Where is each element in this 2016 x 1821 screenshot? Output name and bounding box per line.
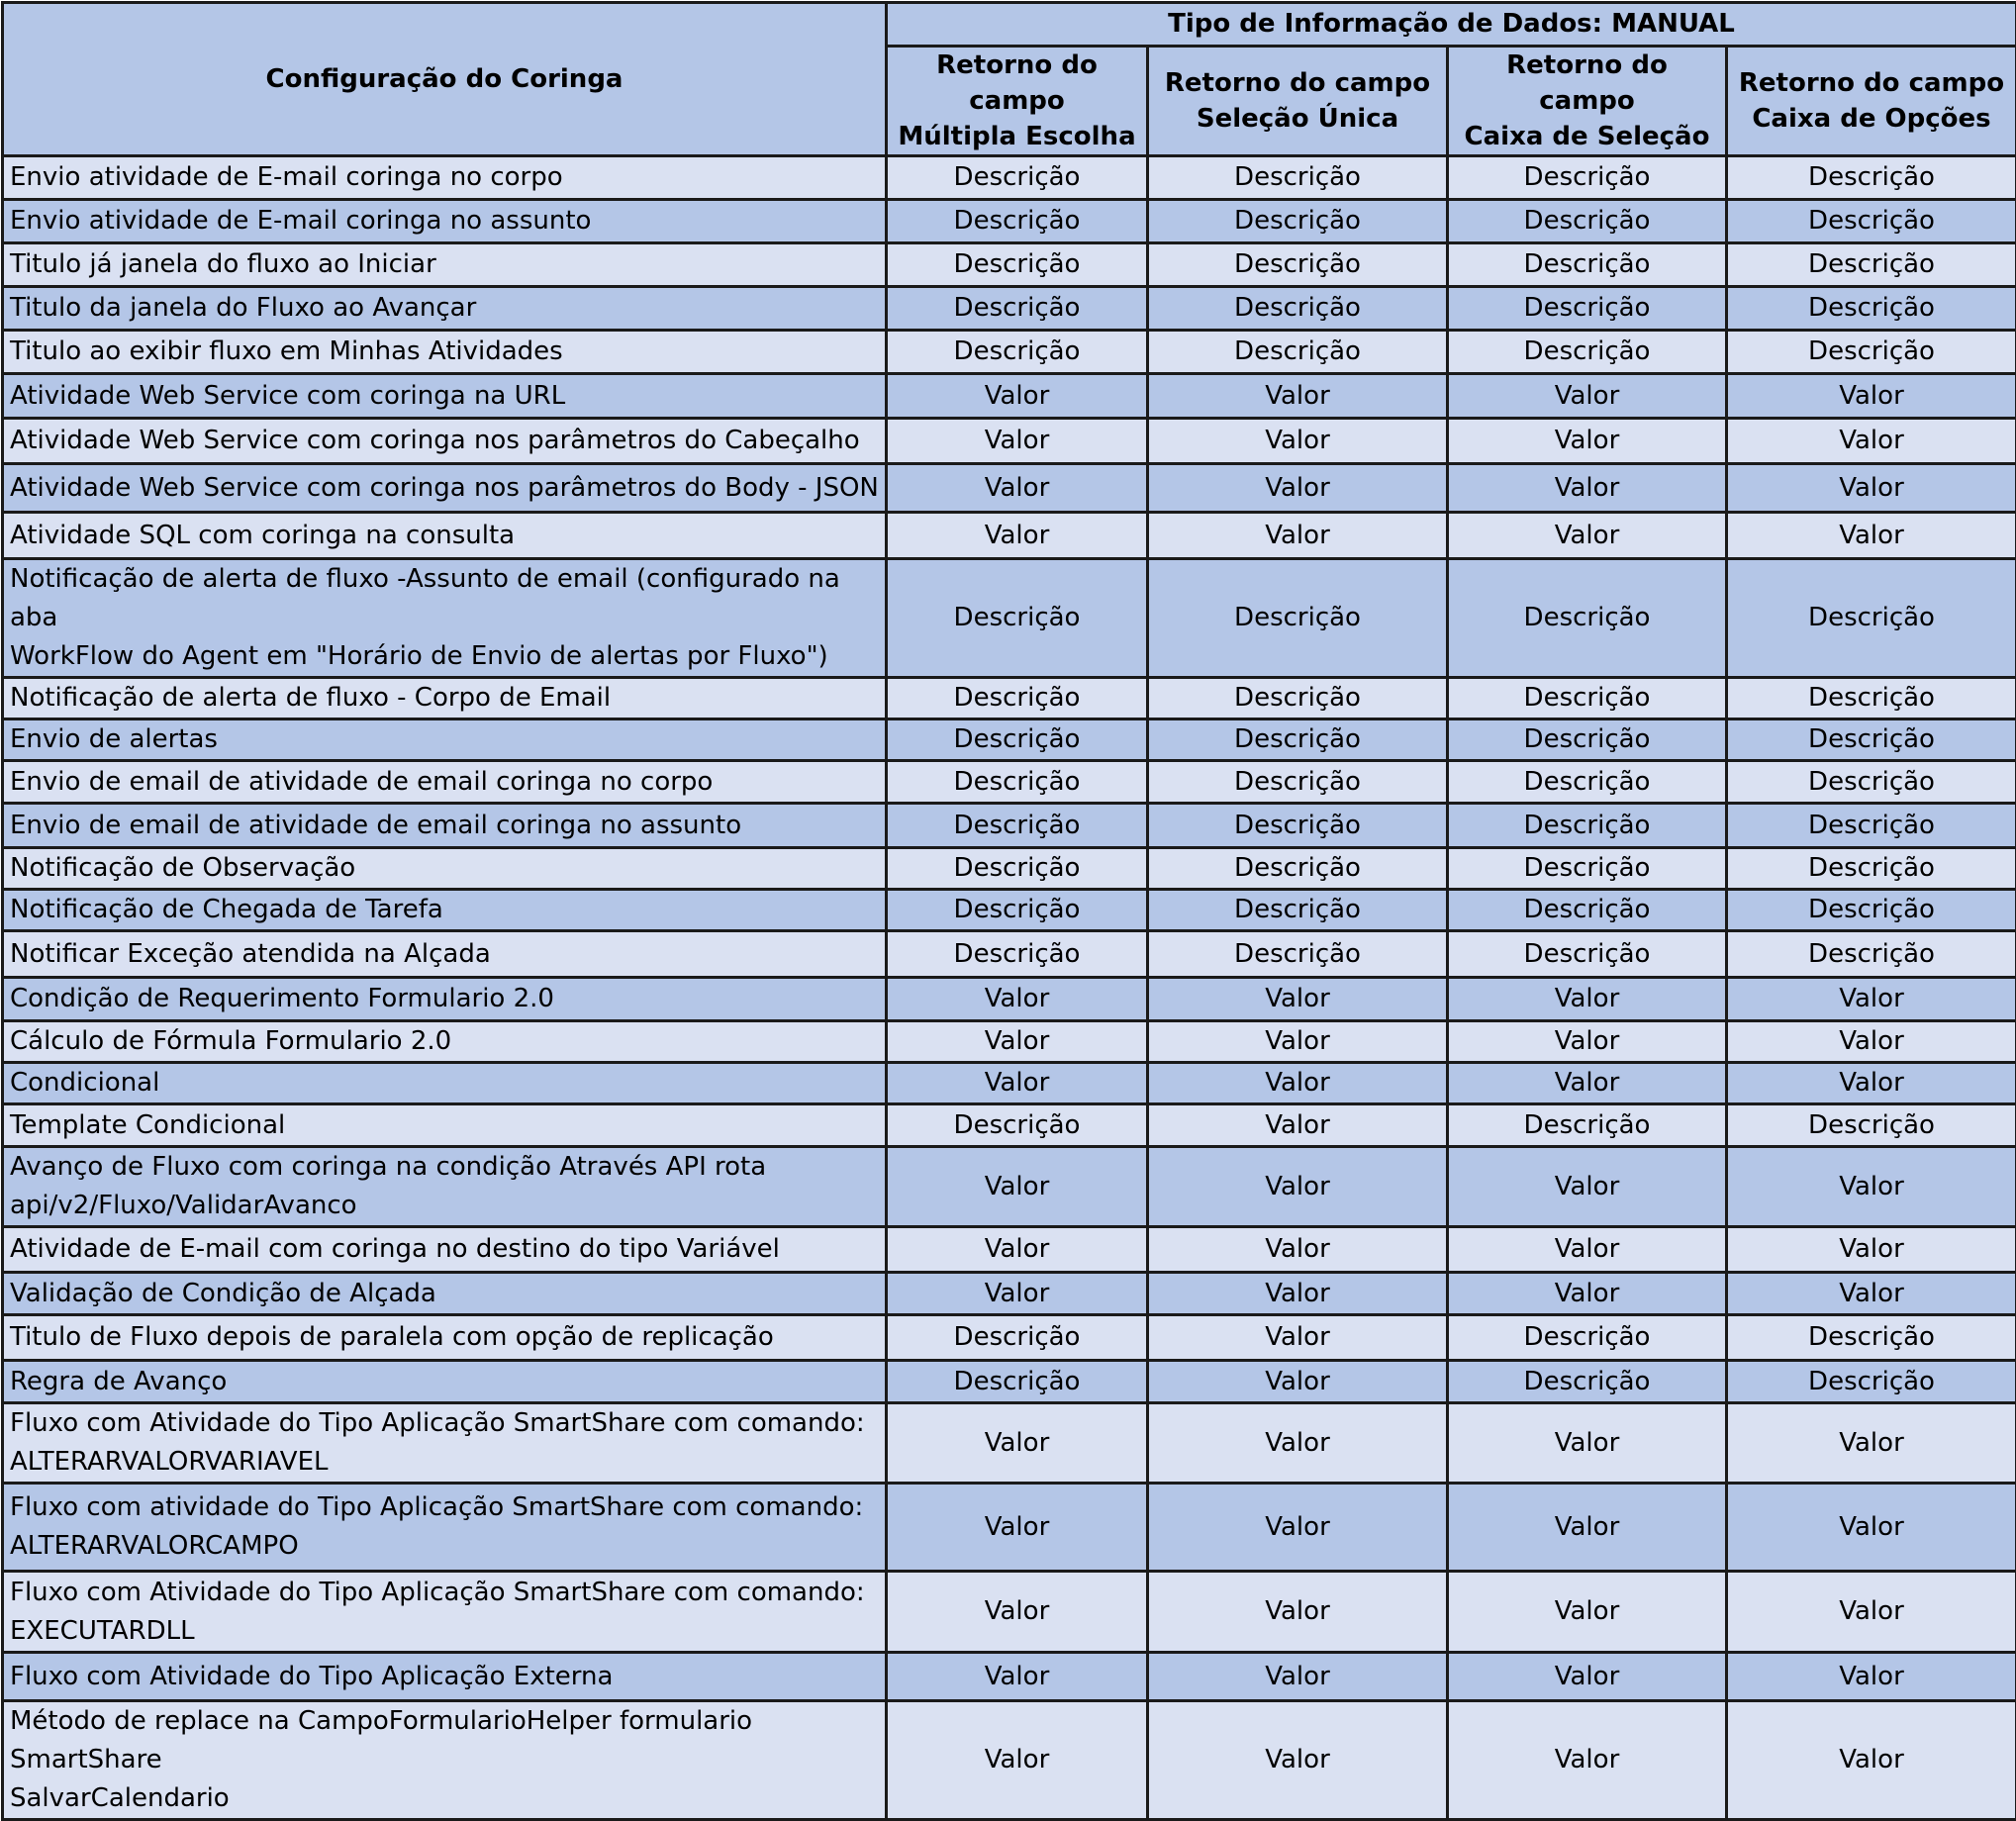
value-cell-selecao-unica: Valor [1148, 1315, 1448, 1361]
value-cell-selecao-unica: Valor [1148, 1104, 1448, 1147]
value-cell-caixa-de-opcoes: Valor [1727, 464, 2016, 513]
value-cell-caixa-de-opcoes: Descrição [1727, 931, 2016, 978]
row-label-line: Validação de Condição de Alçada [10, 1275, 879, 1313]
value-cell-caixa-de-selecao: Valor [1448, 513, 1727, 559]
row-label-line: Notificar Exceção atendida na Alçada [10, 935, 879, 974]
row-label-cell [3, 1315, 887, 1361]
row-label-cell [3, 331, 887, 374]
row-label-cell [3, 559, 887, 678]
table-row [3, 1147, 2016, 1227]
column-header-line: Retorno do campo [1455, 48, 1719, 119]
table-row [3, 1572, 2016, 1653]
row-label-line: Atividade SQL com coringa na consulta [10, 517, 879, 555]
column-header-caixa-de-opcoes [1727, 47, 2016, 156]
value-cell-caixa-de-selecao: Valor [1448, 374, 1727, 419]
value-cell-multipla-escolha: Descrição [887, 1104, 1148, 1147]
column-header-line: Caixa de Opções [1734, 101, 2009, 137]
row-label-line: Método de replace na CampoFormularioHelper formulario SmartShare [10, 1702, 879, 1779]
value-cell-selecao-unica: Descrição [1148, 890, 1448, 931]
row-label-line: EXECUTARDLL [10, 1612, 879, 1651]
value-cell-caixa-de-opcoes: Valor [1727, 1273, 2016, 1315]
value-cell-caixa-de-opcoes: Valor [1727, 1701, 2016, 1820]
value-cell-caixa-de-selecao: Valor [1448, 1484, 1727, 1572]
value-cell-selecao-unica: Valor [1148, 1653, 1448, 1701]
table-row [3, 978, 2016, 1021]
header-row-group [3, 3, 2016, 47]
table-row [3, 890, 2016, 931]
row-label-line: Notificação de Observação [10, 849, 879, 888]
value-cell-caixa-de-selecao: Valor [1448, 419, 1727, 464]
row-label-cell [3, 931, 887, 978]
table-row [3, 287, 2016, 331]
row-label-line: Titulo de Fluxo depois de paralela com opção de replicação [10, 1318, 879, 1357]
row-label-line: Titulo da janela do Fluxo ao Avançar [10, 289, 879, 328]
value-cell-multipla-escolha: Descrição [887, 287, 1148, 331]
value-cell-multipla-escolha: Descrição [887, 200, 1148, 243]
row-label-line: ALTERARVALORVARIAVEL [10, 1443, 879, 1482]
value-cell-selecao-unica: Valor [1148, 419, 1448, 464]
value-cell-caixa-de-opcoes: Descrição [1727, 559, 2016, 678]
row-label-cell [3, 464, 887, 513]
row-label-cell [3, 243, 887, 287]
row-label-line: Envio de email de atividade de email coringa no corpo [10, 763, 879, 802]
value-cell-caixa-de-selecao: Valor [1448, 1063, 1727, 1104]
value-cell-multipla-escolha: Valor [887, 1227, 1148, 1273]
value-cell-selecao-unica: Valor [1148, 1361, 1448, 1403]
row-label-line: api/v2/Fluxo/ValidarAvanco [10, 1187, 879, 1225]
column-header-line: Retorno do campo [1155, 65, 1440, 101]
row-label-line: SalvarCalendario [10, 1779, 879, 1818]
row-label-line: Condicional [10, 1064, 879, 1102]
value-cell-caixa-de-selecao: Descrição [1448, 156, 1727, 200]
value-cell-caixa-de-opcoes: Descrição [1727, 1315, 2016, 1361]
value-cell-caixa-de-opcoes: Valor [1727, 1403, 2016, 1484]
row-label-line: Titulo já janela do fluxo ao Iniciar [10, 245, 879, 284]
value-cell-multipla-escolha: Descrição [887, 156, 1148, 200]
value-cell-selecao-unica: Valor [1148, 1484, 1448, 1572]
table-row [3, 243, 2016, 287]
value-cell-caixa-de-opcoes: Descrição [1727, 761, 2016, 804]
row-label-line: Envio de alertas [10, 720, 879, 759]
row-label-cell [3, 419, 887, 464]
table-row [3, 1484, 2016, 1572]
row-label-cell [3, 1063, 887, 1104]
row-label-cell [3, 1104, 887, 1147]
value-cell-multipla-escolha: Descrição [887, 890, 1148, 931]
value-cell-selecao-unica: Descrição [1148, 156, 1448, 200]
value-cell-selecao-unica: Valor [1148, 1273, 1448, 1315]
row-label-cell [3, 1403, 887, 1484]
value-cell-selecao-unica: Valor [1148, 464, 1448, 513]
row-label-line: Fluxo com Atividade do Tipo Aplicação SmartShare com comando: [10, 1404, 879, 1443]
value-cell-caixa-de-selecao: Descrição [1448, 331, 1727, 374]
row-label-line: Fluxo com atividade do Tipo Aplicação SmartShare com comando: [10, 1488, 879, 1527]
table-row [3, 1021, 2016, 1063]
table-row [3, 1361, 2016, 1403]
value-cell-caixa-de-selecao: Valor [1448, 1403, 1727, 1484]
table-row [3, 464, 2016, 513]
value-cell-caixa-de-selecao: Valor [1448, 1021, 1727, 1063]
table-row [3, 1227, 2016, 1273]
table-row [3, 331, 2016, 374]
table-row [3, 559, 2016, 678]
value-cell-multipla-escolha: Descrição [887, 243, 1148, 287]
value-cell-selecao-unica: Valor [1148, 513, 1448, 559]
row-label-cell [3, 678, 887, 719]
value-cell-selecao-unica: Valor [1148, 1147, 1448, 1227]
value-cell-selecao-unica: Descrição [1148, 559, 1448, 678]
value-cell-caixa-de-selecao: Descrição [1448, 1315, 1727, 1361]
row-label-cell [3, 978, 887, 1021]
value-cell-selecao-unica: Descrição [1148, 200, 1448, 243]
value-cell-caixa-de-selecao: Descrição [1448, 848, 1727, 890]
value-cell-multipla-escolha: Valor [887, 1484, 1148, 1572]
row-label-line: Envio atividade de E-mail coringa no corpo [10, 158, 879, 197]
row-label-cell [3, 1227, 887, 1273]
value-cell-caixa-de-selecao: Descrição [1448, 200, 1727, 243]
value-cell-multipla-escolha: Valor [887, 1273, 1148, 1315]
column-header-line: Retorno do campo [894, 48, 1140, 119]
table-row [3, 719, 2016, 761]
table-row [3, 374, 2016, 419]
value-cell-caixa-de-opcoes: Descrição [1727, 200, 2016, 243]
value-cell-selecao-unica: Descrição [1148, 678, 1448, 719]
value-cell-caixa-de-selecao: Valor [1448, 1653, 1727, 1701]
value-cell-multipla-escolha: Descrição [887, 719, 1148, 761]
value-cell-multipla-escolha: Valor [887, 1403, 1148, 1484]
value-cell-caixa-de-selecao: Descrição [1448, 719, 1727, 761]
value-cell-caixa-de-selecao: Descrição [1448, 243, 1727, 287]
column-header-line: Seleção Única [1155, 101, 1440, 137]
column-header-caixa-de-selecao [1448, 47, 1727, 156]
value-cell-caixa-de-opcoes: Valor [1727, 1572, 2016, 1653]
value-cell-multipla-escolha: Valor [887, 1147, 1148, 1227]
value-cell-caixa-de-opcoes: Valor [1727, 1484, 2016, 1572]
value-cell-selecao-unica: Valor [1148, 374, 1448, 419]
value-cell-selecao-unica: Descrição [1148, 761, 1448, 804]
table-row [3, 156, 2016, 200]
value-cell-caixa-de-selecao: Descrição [1448, 890, 1727, 931]
value-cell-selecao-unica: Descrição [1148, 719, 1448, 761]
value-cell-caixa-de-selecao: Valor [1448, 1572, 1727, 1653]
value-cell-selecao-unica: Descrição [1148, 243, 1448, 287]
value-cell-caixa-de-opcoes: Descrição [1727, 287, 2016, 331]
value-cell-selecao-unica: Valor [1148, 978, 1448, 1021]
value-cell-caixa-de-selecao: Descrição [1448, 761, 1727, 804]
row-label-cell [3, 719, 887, 761]
value-cell-caixa-de-selecao: Descrição [1448, 1361, 1727, 1403]
row-label-cell [3, 1147, 887, 1227]
row-label-line: Notificação de Chegada de Tarefa [10, 891, 879, 929]
value-cell-caixa-de-opcoes: Descrição [1727, 804, 2016, 848]
value-cell-caixa-de-opcoes: Descrição [1727, 678, 2016, 719]
value-cell-multipla-escolha: Valor [887, 513, 1148, 559]
table-row [3, 848, 2016, 890]
value-cell-selecao-unica: Valor [1148, 1701, 1448, 1820]
table-row [3, 1653, 2016, 1701]
row-label-line: Avanço de Fluxo com coringa na condição Através API rota [10, 1148, 879, 1187]
column-header-line: Caixa de Seleção [1455, 119, 1719, 154]
row-label-line: ALTERARVALORCAMPO [10, 1527, 879, 1566]
value-cell-caixa-de-selecao: Descrição [1448, 678, 1727, 719]
value-cell-caixa-de-opcoes: Descrição [1727, 1104, 2016, 1147]
row-label-line: WorkFlow do Agent em "Horário de Envio de alertas por Fluxo") [10, 637, 879, 676]
row-label-cell [3, 804, 887, 848]
value-cell-caixa-de-selecao: Descrição [1448, 287, 1727, 331]
coringa-config-table [1, 1, 2016, 1821]
value-cell-caixa-de-opcoes: Descrição [1727, 243, 2016, 287]
row-label-cell [3, 848, 887, 890]
value-cell-caixa-de-selecao: Valor [1448, 1147, 1727, 1227]
table-row [3, 761, 2016, 804]
row-label-line: Envio atividade de E-mail coringa no assunto [10, 202, 879, 240]
value-cell-multipla-escolha: Valor [887, 464, 1148, 513]
value-cell-caixa-de-selecao: Descrição [1448, 931, 1727, 978]
table-row [3, 1104, 2016, 1147]
table-row [3, 1701, 2016, 1820]
table-row [3, 931, 2016, 978]
table-row [3, 1273, 2016, 1315]
row-label-line: Envio de email de atividade de email coringa no assunto [10, 807, 879, 845]
value-cell-multipla-escolha: Valor [887, 1063, 1148, 1104]
value-cell-multipla-escolha: Descrição [887, 804, 1148, 848]
value-cell-caixa-de-opcoes: Valor [1727, 978, 2016, 1021]
table-row [3, 1063, 2016, 1104]
row-label-line: Atividade Web Service com coringa nos parâmetros do Body - JSON [10, 469, 879, 508]
value-cell-multipla-escolha: Valor [887, 1701, 1148, 1820]
row-label-cell [3, 1701, 887, 1820]
value-cell-caixa-de-opcoes: Valor [1727, 513, 2016, 559]
value-cell-selecao-unica: Descrição [1148, 287, 1448, 331]
row-label-cell [3, 156, 887, 200]
row-label-line: Regra de Avanço [10, 1363, 879, 1401]
column-header-line: Múltipla Escolha [894, 119, 1140, 154]
row-label-line: Notificação de alerta de fluxo - Corpo de Email [10, 679, 879, 718]
value-cell-selecao-unica: Descrição [1148, 848, 1448, 890]
value-cell-multipla-escolha: Descrição [887, 559, 1148, 678]
table-row [3, 804, 2016, 848]
value-cell-caixa-de-selecao: Descrição [1448, 804, 1727, 848]
data-type-group-header: Tipo de Informação de Dados: MANUAL [887, 3, 2016, 47]
row-label-cell [3, 890, 887, 931]
row-label-line: Fluxo com Atividade do Tipo Aplicação Externa [10, 1658, 879, 1696]
value-cell-caixa-de-opcoes: Descrição [1727, 1361, 2016, 1403]
value-cell-multipla-escolha: Valor [887, 374, 1148, 419]
value-cell-caixa-de-opcoes: Valor [1727, 419, 2016, 464]
value-cell-selecao-unica: Descrição [1148, 931, 1448, 978]
row-label-cell [3, 1484, 887, 1572]
value-cell-selecao-unica: Descrição [1148, 804, 1448, 848]
row-label-cell [3, 1361, 887, 1403]
row-label-cell [3, 1273, 887, 1315]
value-cell-multipla-escolha: Valor [887, 978, 1148, 1021]
value-cell-selecao-unica: Descrição [1148, 331, 1448, 374]
column-header-multipla-escolha [887, 47, 1148, 156]
table-row [3, 1403, 2016, 1484]
row-label-cell [3, 1572, 887, 1653]
value-cell-selecao-unica: Valor [1148, 1063, 1448, 1104]
value-cell-caixa-de-opcoes: Descrição [1727, 156, 2016, 200]
value-cell-caixa-de-opcoes: Descrição [1727, 848, 2016, 890]
value-cell-multipla-escolha: Descrição [887, 678, 1148, 719]
row-label-line: Cálculo de Fórmula Formulario 2.0 [10, 1022, 879, 1061]
row-label-cell [3, 374, 887, 419]
value-cell-selecao-unica: Valor [1148, 1227, 1448, 1273]
value-cell-caixa-de-opcoes: Valor [1727, 1147, 2016, 1227]
column-header-line: Retorno do campo [1734, 65, 2009, 101]
row-label-cell [3, 761, 887, 804]
row-label-line: Condição de Requerimento Formulario 2.0 [10, 980, 879, 1018]
value-cell-caixa-de-selecao: Valor [1448, 464, 1727, 513]
row-label-line: Titulo ao exibir fluxo em Minhas Atividades [10, 333, 879, 371]
value-cell-caixa-de-opcoes: Descrição [1727, 890, 2016, 931]
table-row [3, 513, 2016, 559]
value-cell-multipla-escolha: Descrição [887, 761, 1148, 804]
row-label-cell [3, 287, 887, 331]
row-label-line: Template Condicional [10, 1106, 879, 1145]
value-cell-caixa-de-opcoes: Valor [1727, 1063, 2016, 1104]
row-label-cell [3, 513, 887, 559]
row-label-cell [3, 1653, 887, 1701]
value-cell-multipla-escolha: Descrição [887, 848, 1148, 890]
value-cell-multipla-escolha: Valor [887, 1021, 1148, 1063]
value-cell-caixa-de-opcoes: Valor [1727, 1653, 2016, 1701]
row-label-line: Fluxo com Atividade do Tipo Aplicação SmartShare com comando: [10, 1574, 879, 1612]
row-label-line: Atividade Web Service com coringa nos parâmetros do Cabeçalho [10, 422, 879, 460]
row-label-cell [3, 200, 887, 243]
value-cell-caixa-de-opcoes: Valor [1727, 1021, 2016, 1063]
value-cell-caixa-de-opcoes: Descrição [1727, 331, 2016, 374]
table-row [3, 200, 2016, 243]
value-cell-multipla-escolha: Valor [887, 1653, 1148, 1701]
table-header [3, 3, 2016, 156]
value-cell-multipla-escolha: Valor [887, 1572, 1148, 1653]
value-cell-caixa-de-selecao: Valor [1448, 978, 1727, 1021]
value-cell-caixa-de-opcoes: Valor [1727, 1227, 2016, 1273]
value-cell-multipla-escolha: Valor [887, 419, 1148, 464]
row-label-cell [3, 1021, 887, 1063]
value-cell-caixa-de-opcoes: Valor [1727, 374, 2016, 419]
value-cell-selecao-unica: Valor [1148, 1572, 1448, 1653]
value-cell-multipla-escolha: Descrição [887, 1315, 1148, 1361]
value-cell-multipla-escolha: Descrição [887, 331, 1148, 374]
value-cell-multipla-escolha: Descrição [887, 1361, 1148, 1403]
row-label-line: Atividade de E-mail com coringa no destino do tipo Variável [10, 1230, 879, 1269]
table-row [3, 1315, 2016, 1361]
value-cell-caixa-de-selecao: Descrição [1448, 559, 1727, 678]
value-cell-selecao-unica: Valor [1148, 1021, 1448, 1063]
row-label-line: Atividade Web Service com coringa na URL [10, 377, 879, 416]
value-cell-selecao-unica: Valor [1148, 1403, 1448, 1484]
value-cell-caixa-de-selecao: Valor [1448, 1227, 1727, 1273]
config-column-header: Configuração do Coringa [3, 3, 887, 156]
table-row [3, 419, 2016, 464]
value-cell-caixa-de-selecao: Descrição [1448, 1104, 1727, 1147]
column-header-selecao-unica [1148, 47, 1448, 156]
value-cell-multipla-escolha: Descrição [887, 931, 1148, 978]
table-row [3, 678, 2016, 719]
value-cell-caixa-de-opcoes: Descrição [1727, 719, 2016, 761]
value-cell-caixa-de-selecao: Valor [1448, 1273, 1727, 1315]
value-cell-caixa-de-selecao: Valor [1448, 1701, 1727, 1820]
table-body [3, 156, 2016, 1820]
row-label-line: Notificação de alerta de fluxo -Assunto de email (configurado na aba [10, 560, 879, 637]
